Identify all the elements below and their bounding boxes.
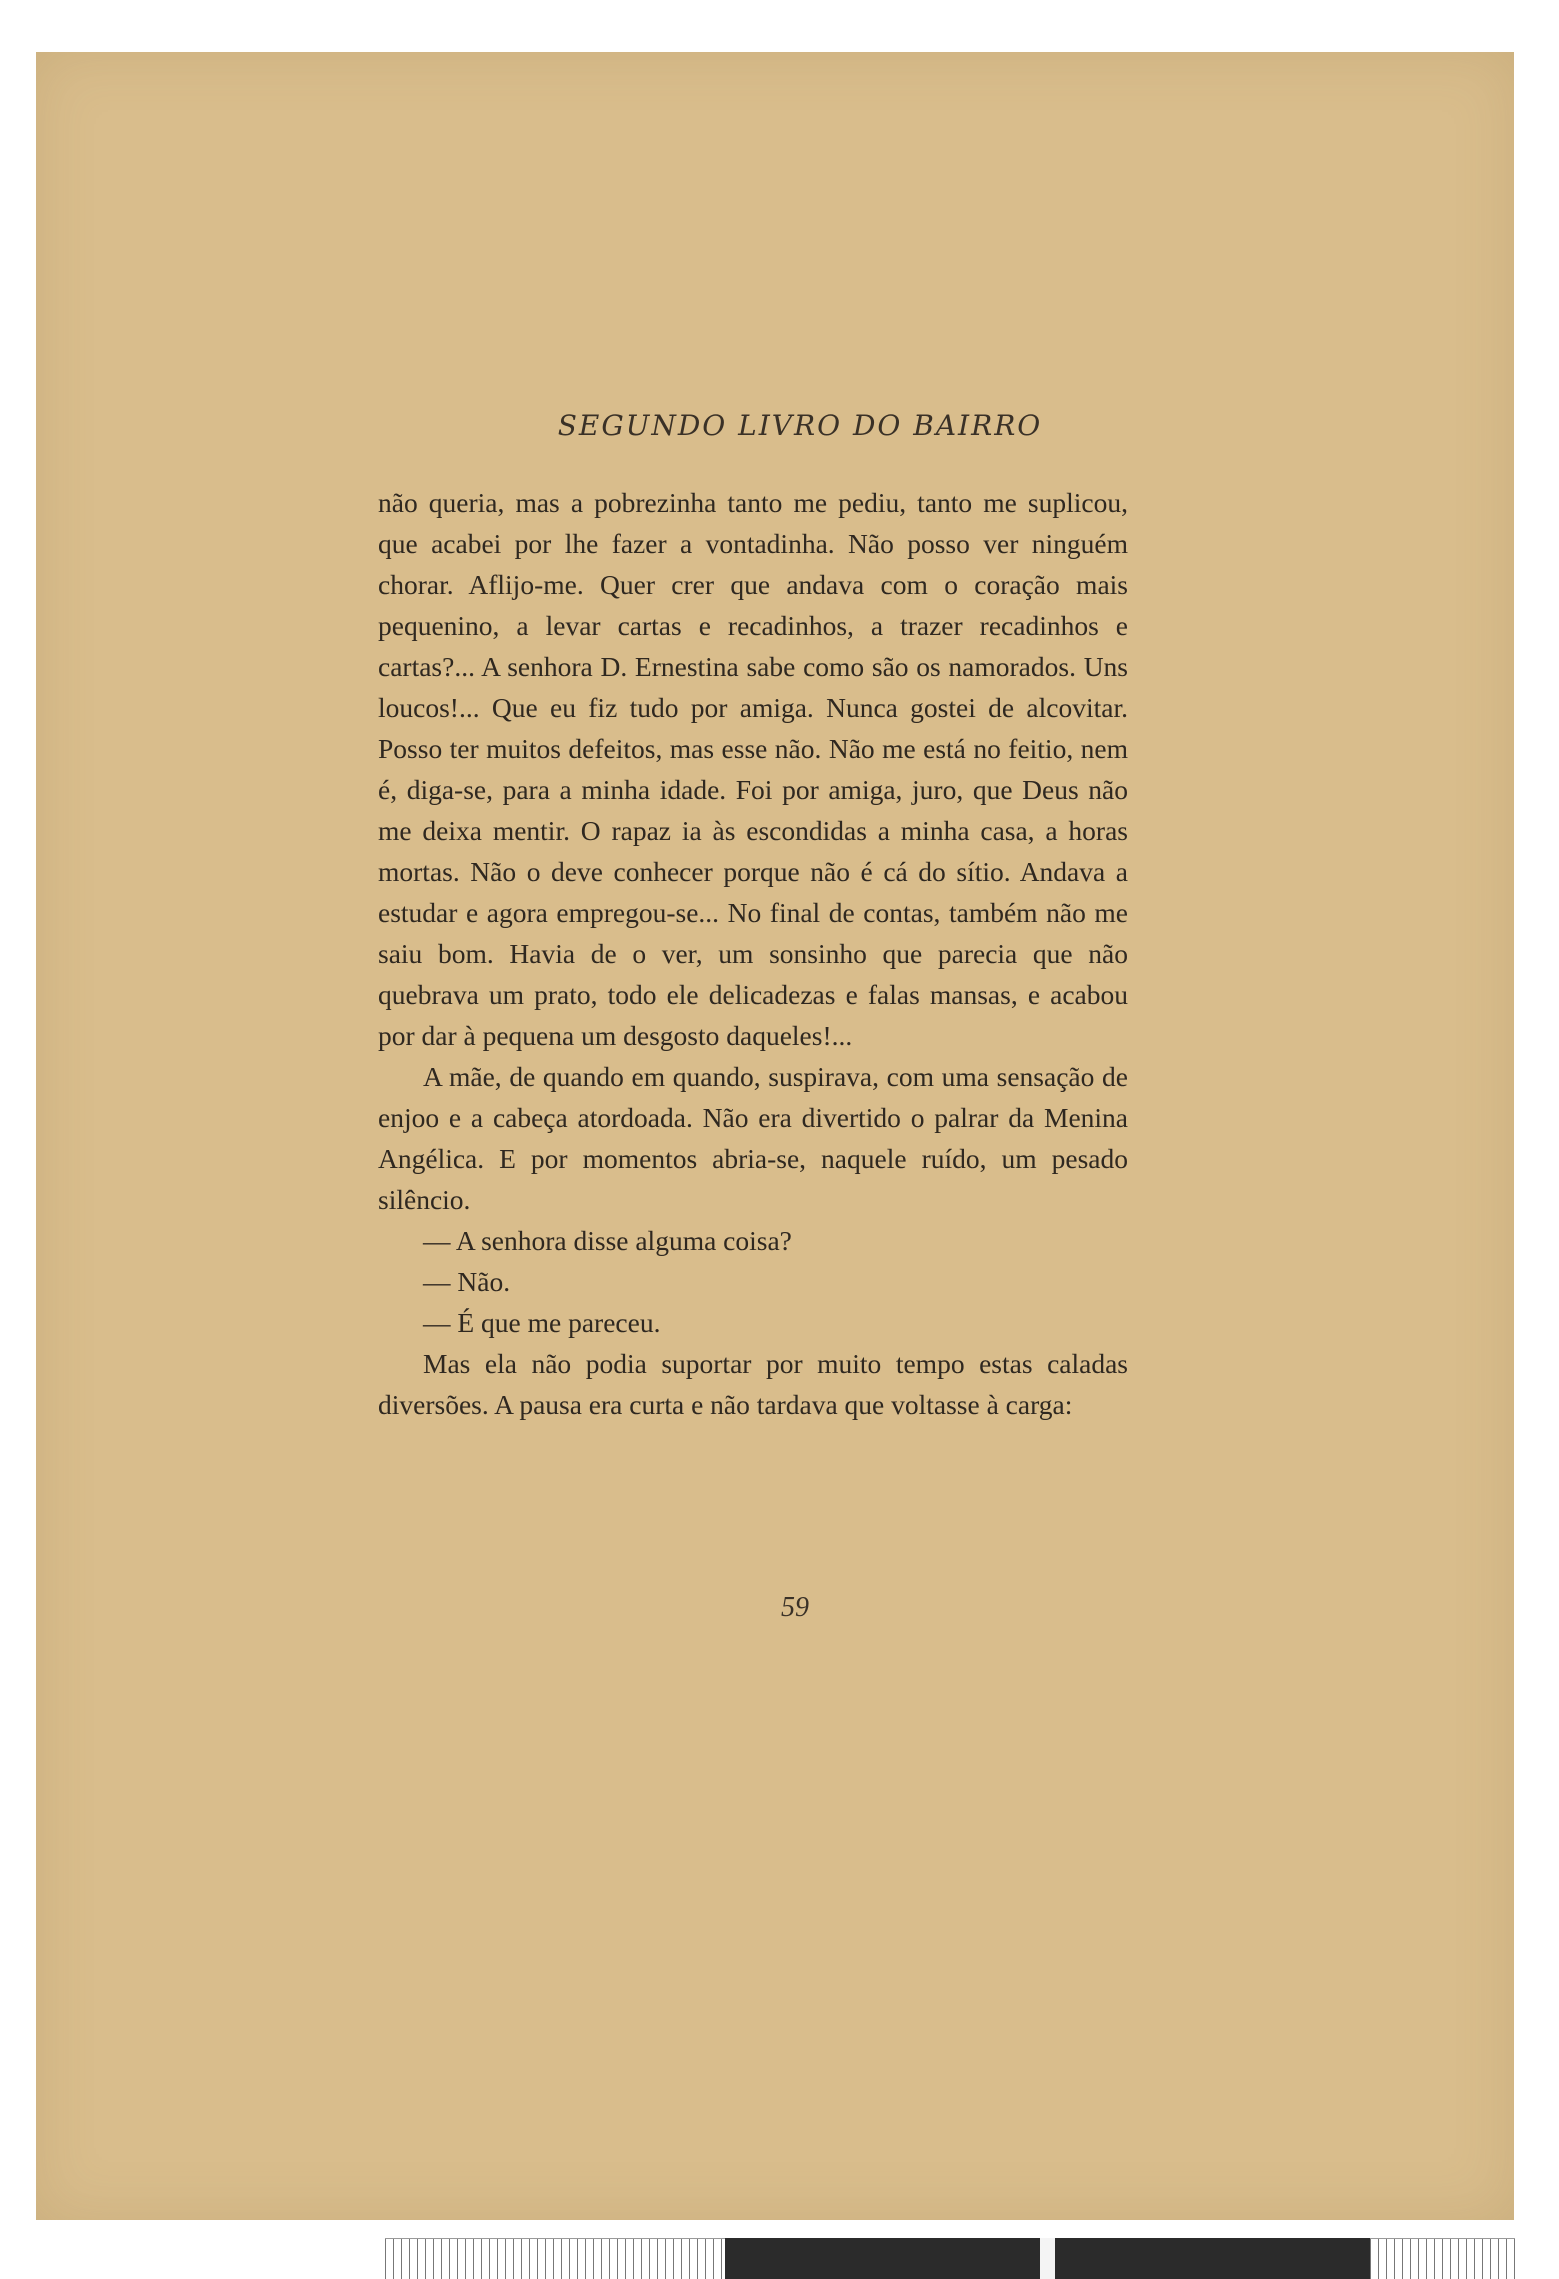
dialogue-line: — A senhora disse alguma coisa? [423,1225,792,1256]
paragraph: não queria, mas a pobrezinha tanto me pediu, tanto me suplicou, que acabei por lhe fazer a vontadinha. Não posso ver ninguém chorar. Aflijo-me. Quer crer que andava com o coração mais pequenino, a levar cartas e recadinhos, a trazer recadinhos e cartas?... A senhora D. Ernestina sabe como são os namorados. Uns loucos!... Que eu fiz tudo por amiga. Nunca gostei de alcovitar. Posso ter muitos defeitos, mas esse não. Não me está no feitio, nem é, diga-se, para a minha idade. Foi por amiga, juro, que Deus não me deixa mentir. O rapaz ia às escondidas a minha casa, a horas mortas. Não o deve conhecer porque não é cá do sítio. Andava a estudar e agora empregou-se... No final de contas, também não me saiu bom. Havia de o ver, um sonsinho que parecia que não quebrava um prato, todo ele delicadezas e falas mansas, e acabou por dar à pequena um desgosto daqueles!... [378,487,1128,1051]
dialogue-line: — É que me pareceu. [423,1307,661,1338]
body-text [378,482,1128,1425]
ruler-segment [1370,2238,1515,2279]
dark-patch [725,2238,1040,2279]
color-scale-bar [385,2238,1515,2279]
dialogue-line: — Não. [423,1266,511,1297]
running-header: SEGUNDO LIVRO DO BAIRRO [557,409,1043,442]
paragraph: Mas ela não podia suportar por muito tempo estas caladas diversões. A pausa era curta e não tardava que voltasse à carga: [378,1348,1128,1420]
paragraph: A mãe, de quando em quando, suspirava, com uma sensação de enjoo e a cabeça atordoada. Não era divertido o palrar da Menina Angélica. E por momentos abria-se, naquele ruído, um pesado silêncio. [378,1061,1128,1215]
light-patch [1040,2238,1055,2279]
dark-patch [1055,2238,1370,2279]
book-page [36,52,1514,2220]
page-number: 59 [781,1592,809,1623]
ruler-segment [385,2238,725,2279]
